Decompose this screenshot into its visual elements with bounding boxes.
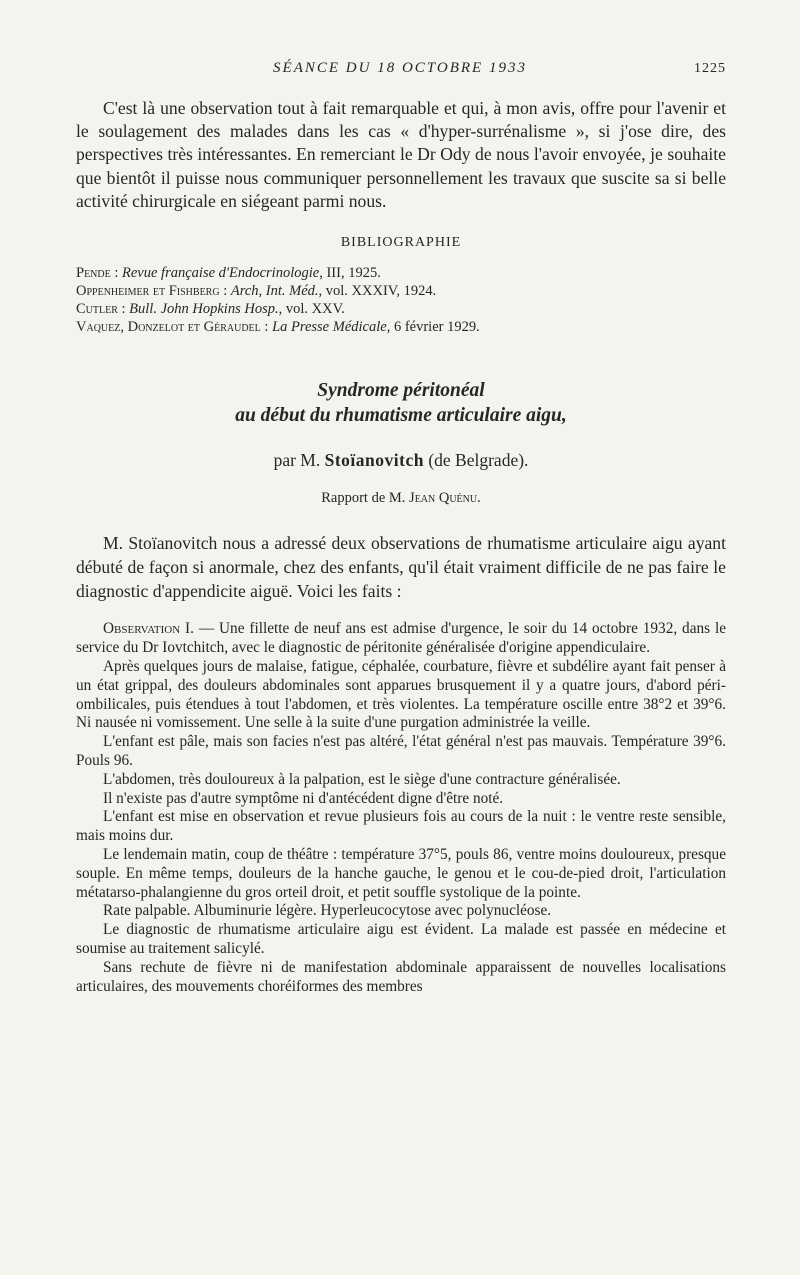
observation-paragraph <box>76 620 726 658</box>
lead-paragraph: C'est là une observation tout à fait remarquable et qui, à mon avis, offre pour l'avenir et le soulagement des malades dans les cas « d'hyper-surrénalisme », si j'ose dire, des perspectives très intéressantes. En remerciant le Dr Ody de nous l'avoir envoyée, je souhaite que bientôt il puisse nous communiquer personnellement les travaux que suscite sa si belle activité chirurgicale en siégeant parmi nous. <box>76 98 726 211</box>
bibliography-source: Revue française d'Endocrinologie <box>122 265 320 282</box>
bibliography-authors: Cutler <box>76 301 118 318</box>
article-title-line: au début du rhumatisme articulaire aigu, <box>235 405 567 427</box>
bibliography-entry <box>76 282 726 300</box>
bibliography-details: , 6 février 1929. <box>386 319 480 336</box>
article-title-line: Syndrome péritonéal <box>317 380 485 402</box>
header-title: SÉANCE DU 18 OCTOBRE 1933 <box>273 60 527 76</box>
bibliography-separator: : <box>260 319 273 336</box>
bibliography-authors: Pende <box>76 265 111 282</box>
article-title <box>76 378 726 428</box>
observation-paragraph: Rate palpable. Albuminurie légère. Hyperleucocytose avec polynucléose. <box>103 902 552 920</box>
observation-section <box>76 620 726 996</box>
observation-text: — Une fillette de neuf ans est admise d'urgence, le soir du 14 octobre 1932, dans le service du Dr Iovtchitch, avec le diagnostic de péritonite généralisée d'origine appendiculaire. <box>76 620 726 657</box>
bibliography-source: La Presse Médicale <box>272 319 387 336</box>
bibliography-details: , vol. XXV. <box>278 301 345 318</box>
bibliography-details: , vol. XXXIV, 1924. <box>318 283 437 300</box>
observation-paragraph: L'abdomen, très douloureux à la palpation, est le siège d'une contracture généralisée. <box>103 770 621 788</box>
rapport-prefix: Rapport de M. <box>321 490 410 507</box>
observation-paragraph: Sans rechute de fièvre ni de manifestation abdominale apparaissent de nouvelles localisations articulaires, des mouvements choréiformes des membres <box>76 958 726 995</box>
observation-paragraph: Le lendemain matin, coup de théâtre : température 37°5, pouls 86, ventre moins douloureux, presque souple. En même temps, douleurs de la hanche gauche, le genou et le cou-de-pied droit, l'articulation métatarso-phalangienne du gros orteil droit, et petit souffle systolique de la pointe. <box>76 845 726 901</box>
bibliography-details: , III, 1925. <box>319 265 381 282</box>
bibliography-separator: : <box>219 283 231 300</box>
intro-paragraph: M. Stoïanovitch nous a adressé deux observations de rhumatisme articulaire aigu ayant débuté de façon si anormale, chez des enfants, qu'il était vraiment difficile de ne pas faire le diagnostic d'appendicite aiguë. Voici les faits : <box>76 533 726 601</box>
observation-paragraph: Il n'existe pas d'autre symptôme ni d'antécédent digne d'être noté. <box>103 789 504 807</box>
bibliography-separator: : <box>110 265 123 282</box>
byline-suffix: (de Belgrade). <box>423 450 529 471</box>
byline-prefix: par M. <box>273 450 325 471</box>
bibliography-separator: : <box>117 301 130 318</box>
observation-paragraph: Après quelques jours de malaise, fatigue, céphalée, courbature, fièvre et subdélire ayant fait penser à un état grippal, des douleurs abdominales sont apparues brusquement il y a quatre jours, d'abord péri-ombilicales, puis étendues à tout l'abdomen, et très violentes. La température oscille entre 38°2 et 39°6. Ni nausée ni vomissement. Une selle à la suite d'une purgation administrée la veille. <box>76 658 726 732</box>
observation-paragraph: Le diagnostic de rhumatisme articulaire aigu est évident. La malade est passée en médecine et soumise au traitement salicylé. <box>76 921 726 957</box>
page-number: 1225 <box>694 61 726 76</box>
byline <box>76 450 726 471</box>
bibliography-authors: Vaquez, Donzelot et Géraudel <box>76 319 261 336</box>
bibliography-heading: BIBLIOGRAPHIE <box>340 235 462 251</box>
running-header <box>76 60 726 77</box>
page <box>76 60 726 996</box>
bibliography-entry <box>76 300 726 318</box>
bibliography-entry <box>76 318 726 336</box>
observation-label: Observation I. <box>103 620 194 638</box>
author-name: Stoïanovitch <box>324 450 424 471</box>
bibliography-entry <box>76 264 726 282</box>
bibliography-authors: Oppenheimer et Fishberg <box>76 283 220 300</box>
rapport-line <box>76 490 726 507</box>
rapporteur-name: Jean Quénu <box>409 490 478 507</box>
bibliography-source: Bull. John Hopkins Hosp. <box>129 301 279 318</box>
bibliography-source: Arch, Int. Méd. <box>230 283 319 300</box>
observation-paragraph: L'enfant est mise en observation et revue plusieurs fois au cours de la nuit : le ventre reste sensible, mais moins dur. <box>76 808 726 845</box>
rapport-suffix: . <box>477 490 481 507</box>
bibliography-list <box>76 264 726 336</box>
observation-paragraph: L'enfant est pâle, mais son facies n'est pas altéré, l'état général n'est pas mauvais. Température 39°6. Pouls 96. <box>76 733 726 769</box>
